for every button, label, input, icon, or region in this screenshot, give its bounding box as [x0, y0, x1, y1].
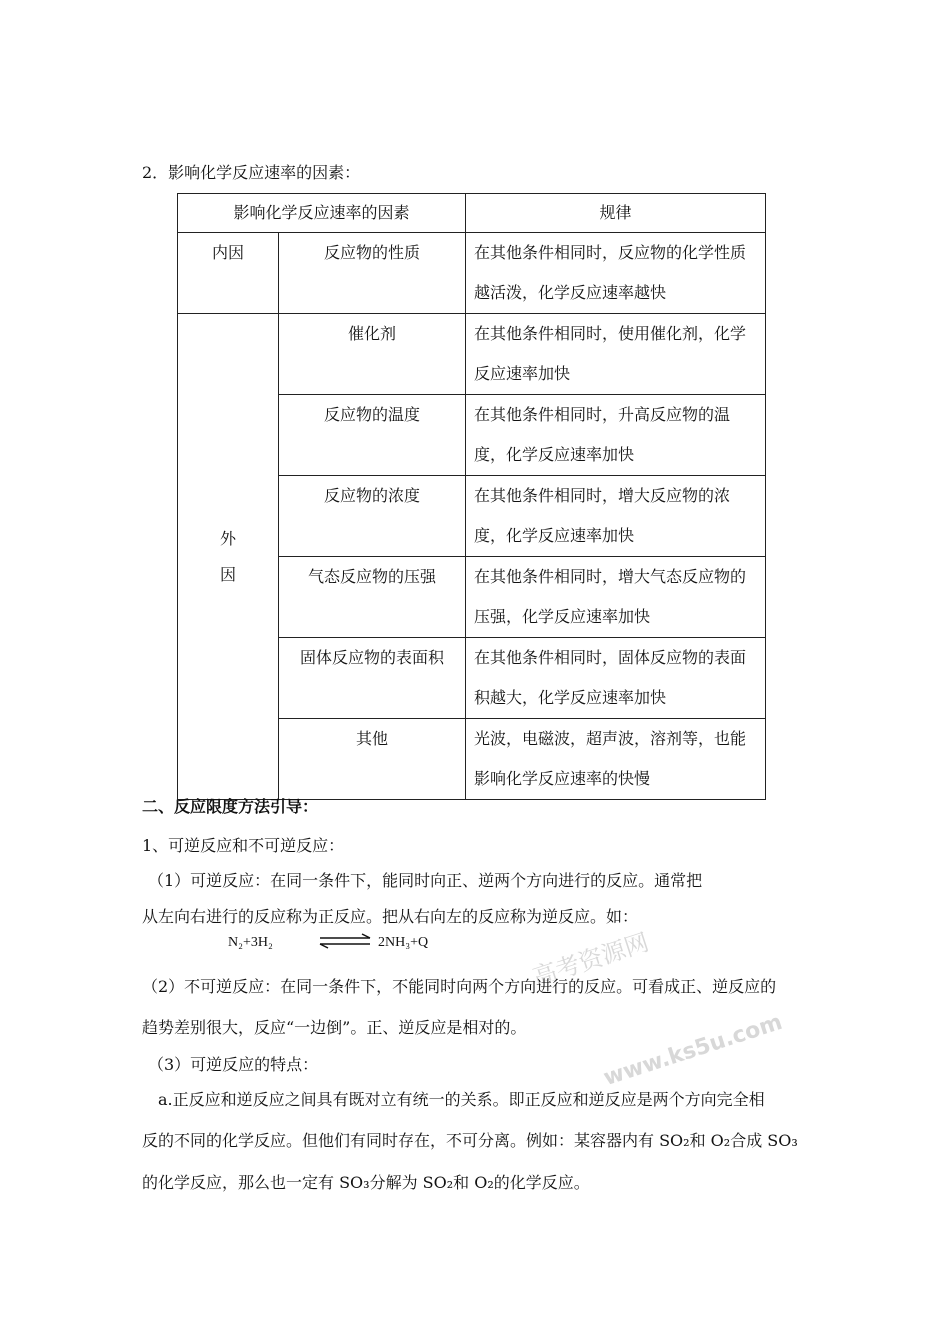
- external-label-1: 外: [219, 528, 236, 548]
- paragraph-2-line-1: （2）不可逆反应：在同一条件下，不能同时向两个方向进行的反应。可看成正、逆反应的: [142, 977, 777, 996]
- internal-factor: 反应物的性质: [279, 233, 466, 314]
- rule-cell: 在其他条件相同时，使用催化剂，化学反应速率加快: [466, 314, 766, 395]
- table-row: [178, 314, 766, 395]
- equation-right: 2NH₃+Q: [378, 935, 429, 950]
- rule-cell: 光波，电磁波，超声波，溶剂等，也能影响化学反应速率的快慢: [466, 719, 766, 800]
- factor-cell: 气态反应物的压强: [279, 557, 466, 638]
- paragraph-a-line-3: 的化学反应，那么也一定有 SO₃分解为 SO₂和 O₂的化学反应。: [142, 1173, 590, 1192]
- header-factor: 影响化学反应速率的因素: [178, 194, 466, 233]
- subheading-1: 1、可逆反应和不可逆反应：: [142, 836, 345, 855]
- external-label: [178, 314, 279, 800]
- section-heading: 2．影响化学反应速率的因素：: [142, 163, 361, 182]
- factor-cell: 催化剂: [279, 314, 466, 395]
- paragraph-1-line-1: （1）可逆反应：在同一条件下，能同时向正、逆两个方向进行的反应。通常把: [148, 871, 703, 890]
- equilibrium-arrows-icon: [318, 933, 372, 949]
- paragraph-a-line-1: a.正反应和逆反应之间具有既对立有统一的关系。即正反应和逆反应是两个方向完全相: [158, 1090, 765, 1109]
- factor-cell: 固体反应物的表面积: [279, 638, 466, 719]
- paragraph-2-line-2: 趋势差别很大，反应“一边倒”。正、逆反应是相对的。: [142, 1018, 527, 1037]
- external-label-2: 因: [219, 564, 236, 584]
- paragraph-1-line-2: 从左向右进行的反应称为正反应。把从右向左的反应称为逆反应。如：: [142, 907, 639, 926]
- factor-cell: 反应物的浓度: [279, 476, 466, 557]
- table-header-row: [178, 194, 766, 233]
- factor-cell: 反应物的温度: [279, 395, 466, 476]
- rule-cell: 在其他条件相同时，升高反应物的温度，化学反应速率加快: [466, 395, 766, 476]
- factor-cell: 其他: [279, 719, 466, 800]
- watermark-url: www.ks5u.com: [600, 1009, 786, 1092]
- rule-cell: 在其他条件相同时，增大气态反应物的压强，化学反应速率加快: [466, 557, 766, 638]
- internal-label: 内因: [178, 233, 279, 314]
- paragraph-a-line-2: 反的不同的化学反应。但他们有同时存在，不可分离。例如：某容器内有 SO₂和 O₂合成 SO₃: [142, 1131, 798, 1150]
- internal-rule: 在其他条件相同时，反应物的化学性质越活泼，化学反应速率越快: [466, 233, 766, 314]
- equation-left: N₂+3H₂: [228, 935, 273, 950]
- paragraph-3: （3）可逆反应的特点：: [148, 1055, 319, 1074]
- header-rule: 规律: [466, 194, 766, 233]
- section-2-heading: 二、反应限度方法引导：: [142, 797, 319, 816]
- watermark-text: 高考资源网: [529, 928, 653, 992]
- rule-cell: 在其他条件相同时，增大反应物的浓度，化学反应速率加快: [466, 476, 766, 557]
- rule-cell: 在其他条件相同时，固体反应物的表面积越大，化学反应速率加快: [466, 638, 766, 719]
- table-row: [178, 233, 766, 314]
- factors-table: [177, 193, 766, 800]
